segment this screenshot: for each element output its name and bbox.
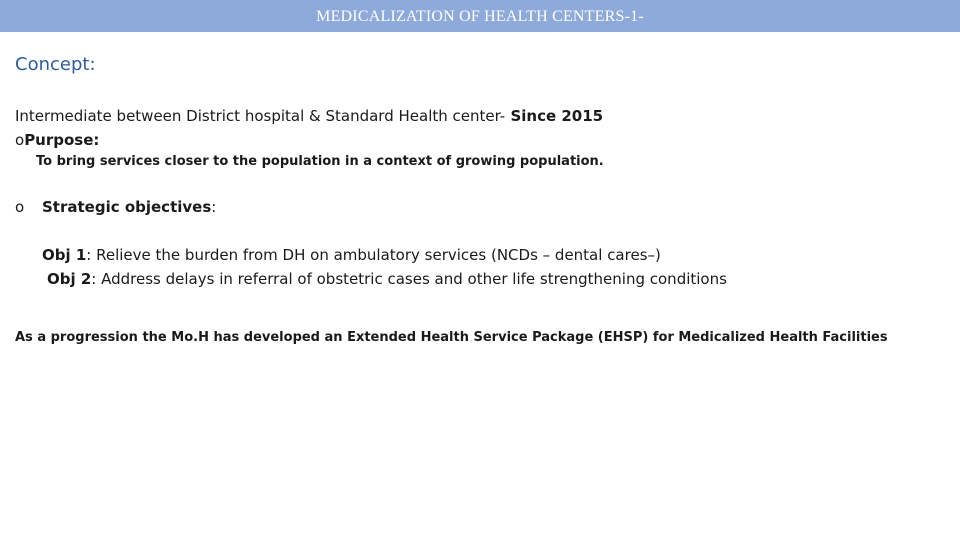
intro-line xyxy=(15,107,603,125)
strategic-label: Strategic objectives xyxy=(42,198,212,216)
objective-1-text: : Relieve the burden from DH on ambulatory services (NCDs – dental cares–) xyxy=(86,246,661,264)
purpose-label: Purpose: xyxy=(24,131,100,149)
purpose-bullet: o xyxy=(15,131,25,149)
purpose-heading xyxy=(15,131,99,149)
intro-since: Since 2015 xyxy=(505,107,604,125)
objective-2-text: : Address delays in referral of obstetric cases and other life strengthening conditions xyxy=(91,270,727,288)
strategic-colon: : xyxy=(211,198,217,216)
purpose-text: To bring services closer to the population in a context of growing population. xyxy=(36,154,604,169)
objective-1-label: Obj 1 xyxy=(42,246,87,264)
objective-1 xyxy=(42,246,661,264)
objective-2 xyxy=(47,270,727,288)
concept-colon: : xyxy=(89,54,96,75)
concept-heading xyxy=(15,54,96,75)
objective-2-label: Obj 2 xyxy=(47,270,92,288)
page-title: MEDICALIZATION OF HEALTH CENTERS-1- xyxy=(0,0,960,32)
progression-text: As a progression the Mo.H has developed an Extended Health Service Package (EHSP) for Medicalized Health Facilities xyxy=(15,330,888,345)
intro-text: Intermediate between District hospital & Standard Health center- xyxy=(15,107,506,125)
strategic-bullet: o xyxy=(15,198,25,216)
concept-label: Concept xyxy=(15,54,90,75)
strategic-heading xyxy=(15,198,216,216)
